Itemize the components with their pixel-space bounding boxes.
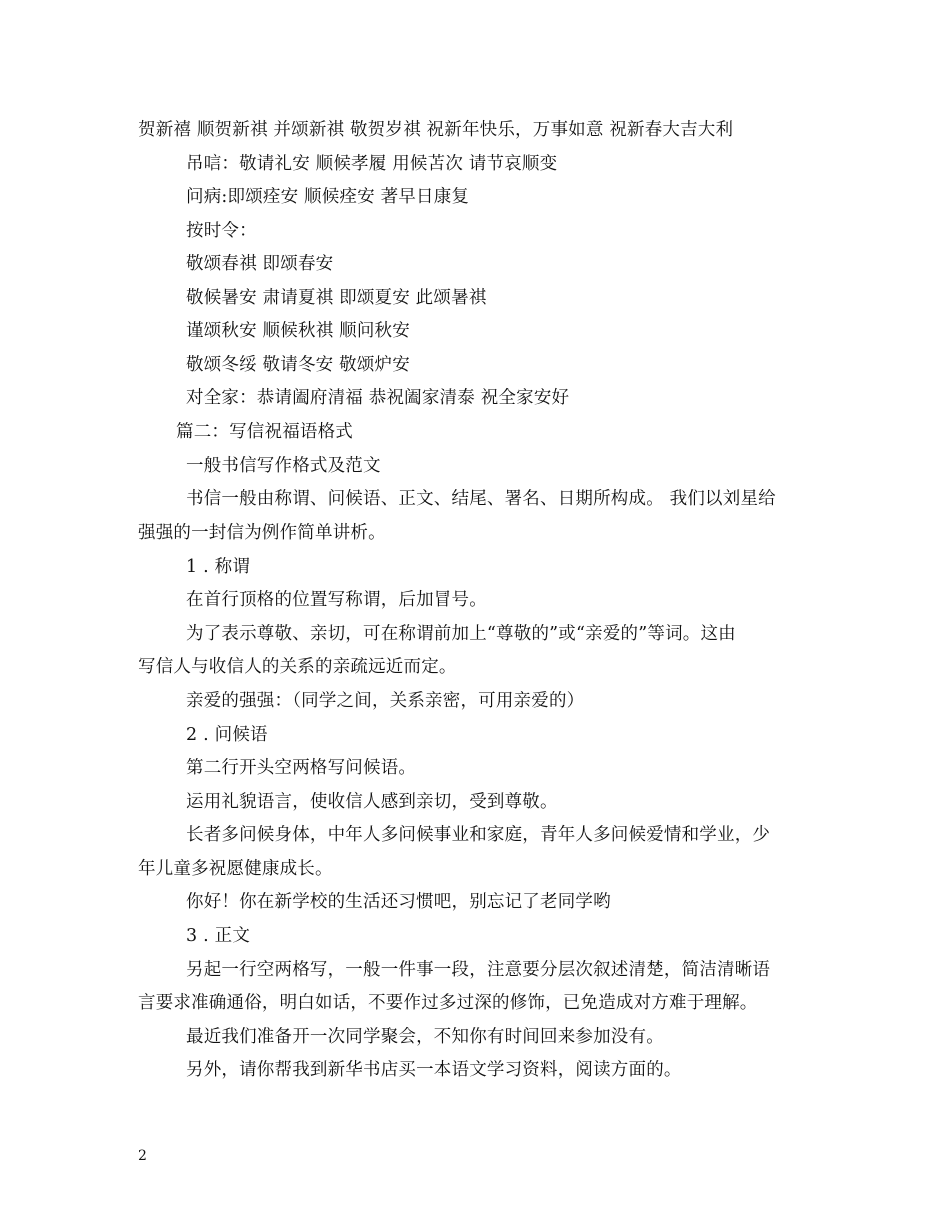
text-line: 另起一行空两格写，一般一件事一段，注意要分层次叙述清楚，简洁清晰语 — [186, 960, 771, 980]
text-line: 对全家：恭请阖府清福 恭祝阖家清泰 祝全家安好 — [186, 388, 570, 408]
text-line: 你好！你在新学校的生活还习惯吧，别忘记了老同学哟 — [186, 892, 611, 912]
text-line: 另外，请你帮我到新华书店买一本语文学习资料，阅读方面的。 — [186, 1060, 682, 1080]
text-line: 亲爱的强强：（同学之间，关系亲密，可用亲爱的） — [186, 691, 585, 711]
text-line: 按时令： — [186, 221, 257, 241]
text-line: 为了表示尊敬、亲切，可在称谓前加上“尊敬的”或“亲爱的”等词。这由 — [186, 624, 736, 644]
subheading: 3 . 正文 — [186, 926, 251, 946]
text-line: 长者多问候身体，中年人多问候事业和家庭，青年人多问候爱情和学业，少 — [186, 825, 771, 845]
text-line: 写信人与收信人的关系的亲疏远近而定。 — [138, 657, 457, 677]
text-line: 敬颂冬绥 敬请冬安 敬颂炉安 — [186, 355, 410, 375]
text-line: 敬候暑安 肃请夏祺 即颂夏安 此颂暑祺 — [186, 288, 487, 308]
text-line: 第二行开头空两格写问候语。 — [186, 758, 417, 778]
text-line: 言要求准确通俗，明白如话，不要作过多过深的修饰，已免造成对方难于理解。 — [138, 993, 758, 1013]
section-heading: 篇二：写信祝福语格式 — [176, 422, 353, 442]
text-line: 在首行顶格的位置写称谓，后加冒号。 — [186, 590, 487, 610]
subheading: 1 . 称谓 — [186, 557, 251, 577]
text-line: 问病:即颂痊安 顺候痊安 著早日康复 — [186, 187, 470, 207]
text-line: 最近我们准备开一次同学聚会，不知你有时间回来参加没有。 — [186, 1027, 664, 1047]
text-line: 运用礼貌语言，使收信人感到亲切，受到尊敬。 — [186, 792, 558, 812]
text-line: 一般书信写作格式及范文 — [186, 456, 381, 476]
text-line: 吊唁：敬请礼安 顺候孝履 用候苫次 请节哀顺变 — [186, 154, 558, 174]
text-line: 贺新禧 顺贺新祺 并颂新祺 敬贺岁祺 祝新年快乐，万事如意 祝新春大吉大利 — [138, 120, 734, 140]
text-line: 敬颂春祺 即颂春安 — [186, 254, 334, 274]
subheading: 2 . 问候语 — [186, 725, 268, 745]
text-line: 强强的一封信为例作简单讲析。 — [138, 523, 386, 543]
page-number: 2 — [138, 1148, 147, 1164]
text-line: 谨颂秋安 顺候秋祺 顺问秋安 — [186, 321, 410, 341]
text-line: 年儿童多祝愿健康成长。 — [138, 859, 333, 879]
text-line: 书信一般由称谓、问候语、正文、结尾、署名、日期所构成。 我们以刘星给 — [186, 489, 776, 509]
